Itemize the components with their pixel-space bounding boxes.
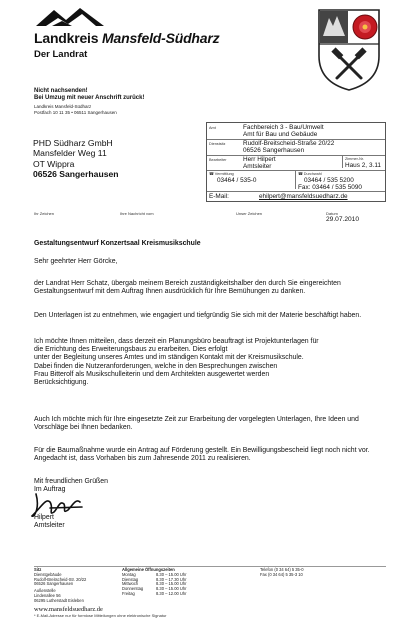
dienstsitz-label: Dienstsitz bbox=[209, 142, 226, 146]
paragraph-3-line: die Errichtung des Erweiterungsbaus zu erarbeiten. Dies erfolgt bbox=[34, 346, 228, 354]
footer-text: Lindenallee 56 bbox=[34, 592, 61, 598]
email-label: E-Mail: bbox=[209, 193, 229, 200]
coat-of-arms-icon bbox=[315, 6, 383, 92]
opening-time: 8.30 – 17.30 Uhr bbox=[156, 576, 187, 582]
fax-number: Fax: 03464 / 535 5090 bbox=[298, 184, 362, 191]
vermittlung-label: ☎ Vermittlung bbox=[209, 172, 234, 176]
contact-info-box bbox=[206, 122, 386, 202]
opening-time: 8.30 – 15.00 Uhr bbox=[156, 571, 187, 577]
ref-ihre-nachricht: Ihre Nachricht vom bbox=[120, 211, 154, 216]
footer-text: Sitz bbox=[34, 567, 42, 572]
footer-email-note: * E-Mail-Adresse nur für formlose Mitteilungen ohne elektronische Signatur bbox=[34, 613, 167, 618]
signer-name: Hilpert bbox=[34, 514, 54, 521]
opening-day: Freitag bbox=[122, 590, 135, 596]
sender-line bbox=[34, 104, 117, 115]
office-address-line2: 06526 Sangerhausen bbox=[243, 147, 305, 154]
zimmer-number: 3.11 bbox=[369, 162, 381, 169]
amt-label: Amt bbox=[209, 126, 216, 130]
footer-text: Allgemeine Öffnungszeiten bbox=[122, 567, 175, 572]
footer-website-link[interactable]: www.mansfeldsuedharz.de bbox=[34, 606, 103, 613]
durchwahl-label-text: Durchwahl bbox=[303, 172, 322, 176]
opening-day: Montag bbox=[122, 571, 136, 577]
email-address[interactable]: ehilpert@mansfeldsuedharz.de bbox=[259, 193, 348, 200]
ref-datum-label: Datum bbox=[326, 211, 338, 216]
paragraph-3-line: Frau Bitterolf als Musikschulleiterin und dem Architekten ausgewertet werden bbox=[34, 370, 270, 378]
footer-col-phone bbox=[260, 568, 303, 578]
department: Fachbereich 3 - Bau/Umwelt bbox=[243, 124, 324, 131]
durchwahl-number: 03464 / 535 5200 bbox=[304, 177, 354, 184]
salutation: Sehr geehrter Herr Görcke, bbox=[34, 258, 118, 265]
recipient-address bbox=[33, 138, 119, 180]
recipient-city: 06526 Sangerhausen bbox=[33, 169, 119, 180]
recipient-district: OT Wippra bbox=[33, 158, 75, 169]
organization-subtitle: Der Landrat bbox=[34, 49, 88, 60]
recipient-street: Mansfelder Weg 11 bbox=[33, 148, 107, 159]
notice-line: Bei Umzug mit neuer Anschrift zurück! bbox=[34, 95, 145, 101]
paragraph-3-line: unter der Begleitung unseres Amtes und im ständigen Kontakt mit der Kreismusikschule. bbox=[34, 354, 304, 362]
opening-hours-row bbox=[122, 592, 187, 597]
opening-time: 8.30 – 15.00 Uhr bbox=[156, 581, 187, 587]
vermittlung-label-text: Vermittlung bbox=[214, 172, 234, 176]
ref-unser-zeichen: Unser Zeichen bbox=[236, 211, 263, 216]
haus: Haus 2, bbox=[345, 162, 368, 169]
bearbeiter-label: Bearbeiter bbox=[209, 158, 227, 162]
opening-time: 8.30 – 15.00 Uhr bbox=[156, 586, 187, 592]
organization-title: Landkreis Mansfeld-Südharz bbox=[34, 30, 220, 46]
opening-day: Donnerstag bbox=[122, 586, 144, 592]
footer-text: Dienstgebäude bbox=[34, 571, 62, 577]
paragraph-3 bbox=[34, 338, 386, 387]
paragraph-5: Für die Baumaßnahme wurde ein Antrag auf Förderung gestellt. Ein Bewilligungsbescheid liegt noch nicht vor. Angedacht ist, dass Vorhaben bis zum Jahresende 2011 zu realisieren. bbox=[34, 447, 370, 463]
opening-day: Dienstag bbox=[122, 576, 139, 582]
paragraph-3-line: Dabei finden die Nutzeranforderungen, welche in den Besprechungen zwischen bbox=[34, 362, 278, 370]
bearbeiter-role: Amtsleiter bbox=[243, 163, 272, 170]
office-address-line1: Rudolf-Breitscheid-Straße 20/22 bbox=[243, 140, 335, 147]
recipient-company: PHD Südharz GmbH bbox=[33, 138, 113, 148]
paragraph-2: Den Unterlagen ist zu entnehmen, wie engagiert und tiefgründig Sie sich mit der Materie beschäftigt haben. bbox=[34, 312, 362, 319]
footer-text: 06526 Sangerhausen bbox=[34, 581, 74, 587]
footer-col-address bbox=[34, 568, 86, 604]
paragraph-3-line: Ich möchte Ihnen mitteilen, dass derzeit ein Planungsbüro beauftragt ist Projektunterlagen für bbox=[34, 338, 319, 345]
zimmer-label: Zimmer-Nr. bbox=[345, 157, 364, 161]
footer-text: Außenstelle bbox=[34, 588, 56, 594]
landkreis-logo-icon bbox=[36, 6, 104, 28]
office: Amt für Bau und Gebäude bbox=[243, 131, 318, 138]
letter-subject: Gestaltungsentwurf Konzertsaal Kreismusikschule bbox=[34, 240, 201, 247]
paragraph-3-line: Berücksichtigung. bbox=[34, 379, 89, 387]
closing-greeting: Mit freundlichen Grüßen bbox=[34, 478, 108, 485]
opening-hours-list bbox=[122, 573, 187, 597]
footer-divider bbox=[34, 566, 386, 567]
footer-text: Telefon (0 34 64) 5 35-0 bbox=[260, 567, 304, 572]
durchwahl-label: ☎ Durchwahl bbox=[298, 172, 322, 176]
bearbeiter-name: Herr Hilpert bbox=[243, 156, 276, 163]
paragraph-1: der Landrat Herr Schatz, übergab meinem Bereich zuständigkeitshalber den durch Sie eingereichten Gestaltungsentwurf mit dem Auftrag Ihnen ausdrücklich für Ihre Bemühungen zu danken. bbox=[34, 280, 341, 296]
ref-ihr-zeichen: Ihr Zeichen bbox=[34, 211, 55, 216]
sender-line-2: Postfach 10 11 35 • 06511 Sangerhausen bbox=[34, 109, 117, 115]
opening-day: Mittwoch bbox=[122, 581, 139, 587]
signer bbox=[34, 514, 65, 530]
paragraph-4: Auch Ich möchte mich für Ihre eingesetzte Zeit zur Erarbeitung der vorgelegten Unterlagen, Ihre Ideen und Vorschläge bei Ihnen bedanken. bbox=[34, 416, 359, 432]
vermittlung-number: 03464 / 535-0 bbox=[217, 177, 257, 184]
signer-role: Amtsleiter bbox=[34, 522, 65, 530]
footer-text: 06295 Lutherstadt Eisleben bbox=[34, 597, 84, 603]
footer-col-hours bbox=[122, 568, 187, 597]
footer-text: Rudolf-Breitscheid-Str. 20/22 bbox=[34, 576, 87, 582]
notice-line: Nicht nachsenden! bbox=[34, 88, 88, 94]
opening-time: 8.30 – 12.00 Uhr bbox=[156, 590, 187, 596]
sender-line-1: Landkreis Mansfeld-Südharz bbox=[34, 104, 92, 109]
footer-text: Fax (0 34 64) 5 35-3 10 bbox=[260, 571, 303, 577]
closing-im-auftrag: Im Auftrag bbox=[34, 486, 66, 494]
return-notice bbox=[34, 88, 144, 102]
letter-date: 29.07.2010 bbox=[326, 216, 360, 223]
